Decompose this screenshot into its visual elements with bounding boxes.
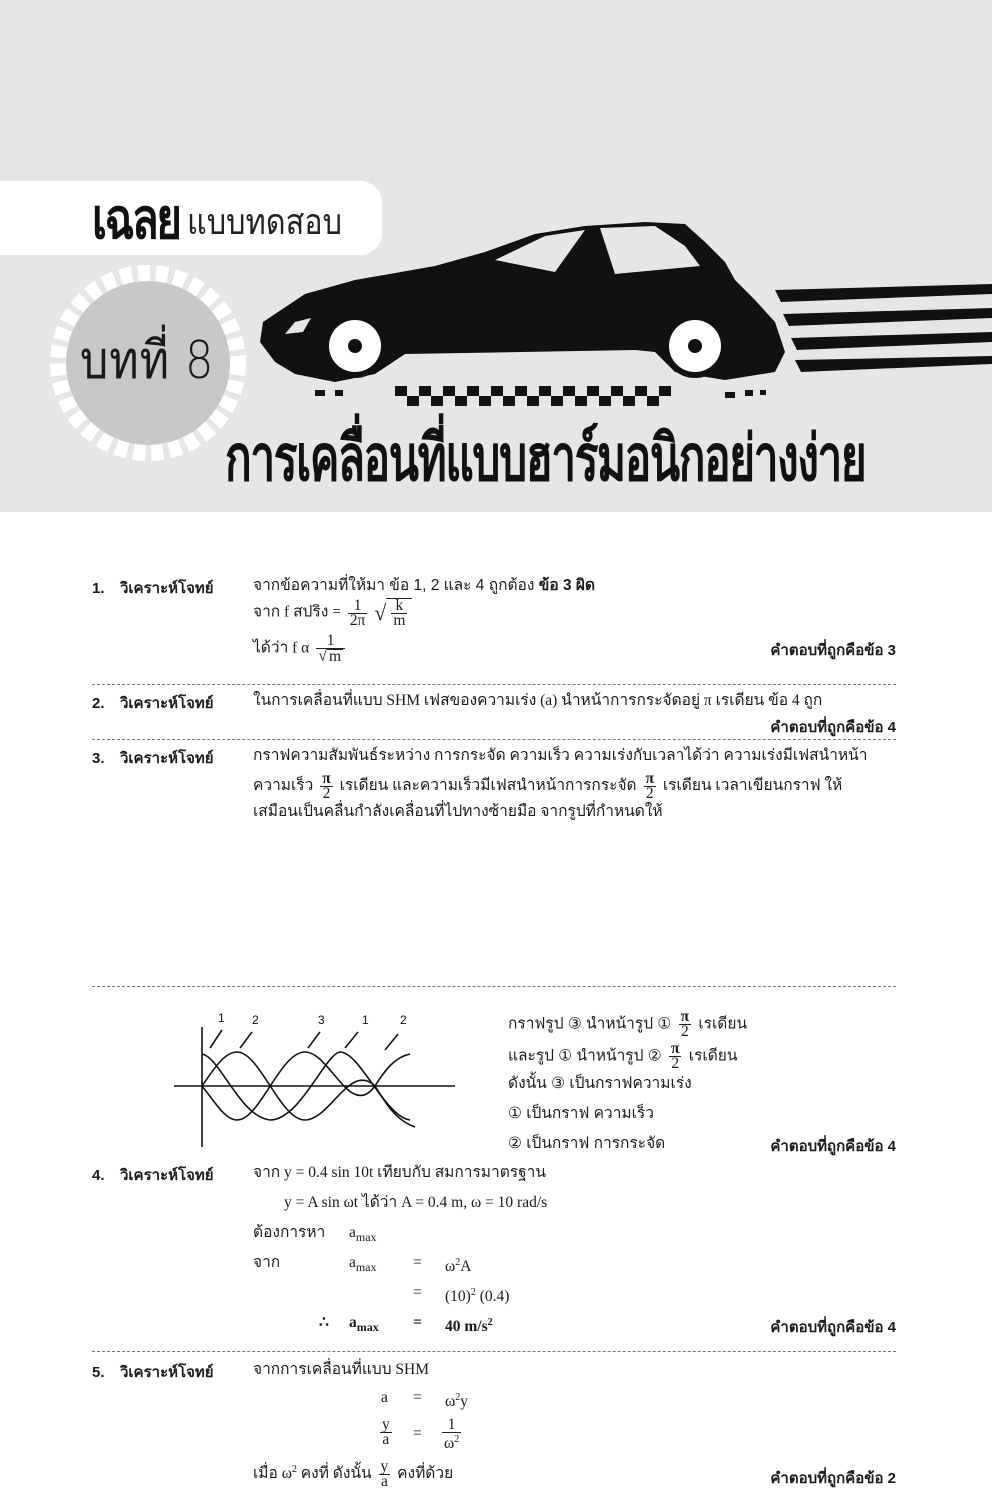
answer-text-line: เสมือนเป็นคลื่นกำลังเคลื่อนที่ไปทางซ้ายมือ จากรูปที่กำหนดให้ — [253, 803, 663, 820]
graph-explanation: ดังนั้น ③ เป็นกราฟความเร่ง — [508, 1075, 692, 1092]
chapter-number: บทที่ 8 — [80, 331, 215, 391]
answer-text-line: กราฟความสัมพันธ์ระหว่าง การกระจัด ความเร็ว ความเร่งกับเวลาได้ว่า ความเร่งมีเฟสนำหน้า — [253, 747, 868, 764]
answer-heading: 4. วิเคราะห์โจทย์ — [92, 1167, 214, 1184]
formula-a-max: จาก $a_{max}$ = $\omega^2A$ — [253, 1254, 472, 1276]
graph-explanation: ② เป็นกราฟ การกระจัด — [508, 1135, 666, 1152]
answer-list — [92, 572, 896, 1502]
answer-item-5: 5. วิเคราะห์โจทย์ จากการเคลื่อนที่แบบ SHM a = $\omega^2y$ $\frac{y}{a}$ = $\frac{1}{\omega^2}$ เมื่อ $\omega^2$ คงที่ ดังนั้น $\frac{y}{a}$ คงที่ด้วย คำตอบที่ถูกคือข้อ 2 — [92, 1361, 896, 1491]
answer-text-line: จากข้อความที่ให้มา ข้อ 1, 2 และ 4 ถูกต้อง ข้อ 3 ผิด — [253, 577, 596, 594]
answer-heading: 5. วิเคราะห์โจทย์ — [92, 1364, 214, 1381]
correct-answer: คำตอบที่ถูกคือข้อ 4 — [770, 1319, 896, 1336]
header-banner — [0, 0, 992, 512]
answer-text-line: y = A sin ωt ได้ว่า A = 0.4 m, ω = 10 rad/s — [284, 1194, 548, 1211]
graph-explanation: และรูป ① นำหน้ารูป ② $\frac{\pi}{2}$ เรเดียน — [508, 1040, 738, 1072]
sports-car-illustration — [255, 222, 992, 422]
answer-item-2 — [92, 685, 896, 740]
correct-answer: คำตอบที่ถูกคือข้อ 2 — [770, 1470, 896, 1487]
svg-text:1: 1 — [218, 1011, 225, 1025]
graph-explanation: ① เป็นกราฟ ความเร็ว — [508, 1105, 654, 1122]
svg-text:1: 1 — [362, 1013, 369, 1027]
chapter-title: การเคลื่อนที่แบบฮาร์มอนิกอย่างง่าย — [225, 422, 866, 494]
answer-text-line: จากการเคลื่อนที่แบบ SHM — [253, 1361, 430, 1378]
svg-text:3: 3 — [318, 1013, 325, 1027]
answer-heading: 1. วิเคราะห์โจทย์ — [92, 580, 214, 597]
correct-answer: คำตอบที่ถูกคือข้อ 4 — [770, 719, 896, 736]
test-label: แบบทดสอบ — [187, 202, 343, 243]
answer-key-label: เฉลย — [92, 187, 180, 250]
graph-explanation: กราฟรูป ③ นำหน้ารูป ① $\frac{\pi}{2}$ เรเดียน — [508, 1008, 748, 1040]
answer-item-4: 4. วิเคราะห์โจทย์ จาก y = 0.4 sin 10t เทียบกับ สมการมาตรฐาน y = A sin ωt ได้ว่า A = 0.4 m, ω = 10 rad/s ต้องการหา $a_{max}$ จาก $a_{max}$ = $\omega^2A$ = $(10)^2$ (0.4) ∴ $a_{max}$ = 40 $m/s^2$ คำตอบที่ถูกคือข้อ 4 — [92, 1157, 896, 1352]
formula-spring-frequency: จาก f สปริง = $\frac{1}{2\pi}$ √ $\frac{k}{m}$ — [253, 598, 412, 628]
answer-item-1 — [92, 572, 896, 685]
answer-text-line: จาก y = 0.4 sin 10t เทียบกับ สมการมาตรฐาน — [253, 1164, 546, 1181]
correct-answer: คำตอบที่ถูกคือข้อ 4 — [770, 1138, 896, 1155]
phase-graph — [170, 1002, 460, 1162]
answer-item-3 — [92, 740, 896, 1155]
answer-text-line: ในการเคลื่อนที่แบบ SHM เฟสของความเร่ง (a) นำหน้าการกระจัดอยู่ π เรเดียน ข้อ 4 ถูก — [253, 692, 823, 709]
svg-text:2: 2 — [252, 1013, 259, 1027]
correct-answer: คำตอบที่ถูกคือข้อ 3 — [770, 642, 896, 659]
answer-conclusion: เมื่อ $\omega^2$ คงที่ ดังนั้น $\frac{y}{a}$ คงที่ด้วย — [253, 1458, 454, 1491]
answer-heading: 3. วิเคราะห์โจทย์ — [92, 750, 214, 767]
formula-proportional: ได้ว่า f α $\frac{1}{√ m}$ — [253, 634, 348, 664]
answer-text-line: ความเร็ว $\frac{\pi}{2}$ เรเดียน และความเร็วมีเฟสนำหน้าการกระจัด $\frac{\pi}{2}$ เรเดียน เวลาเขียนกราฟ ให้ — [253, 770, 843, 802]
answer-text-line: ต้องการหา $a_{max}$ — [253, 1224, 377, 1245]
svg-text:2: 2 — [400, 1013, 407, 1027]
answer-heading: 2. วิเคราะห์โจทย์ — [92, 695, 214, 712]
